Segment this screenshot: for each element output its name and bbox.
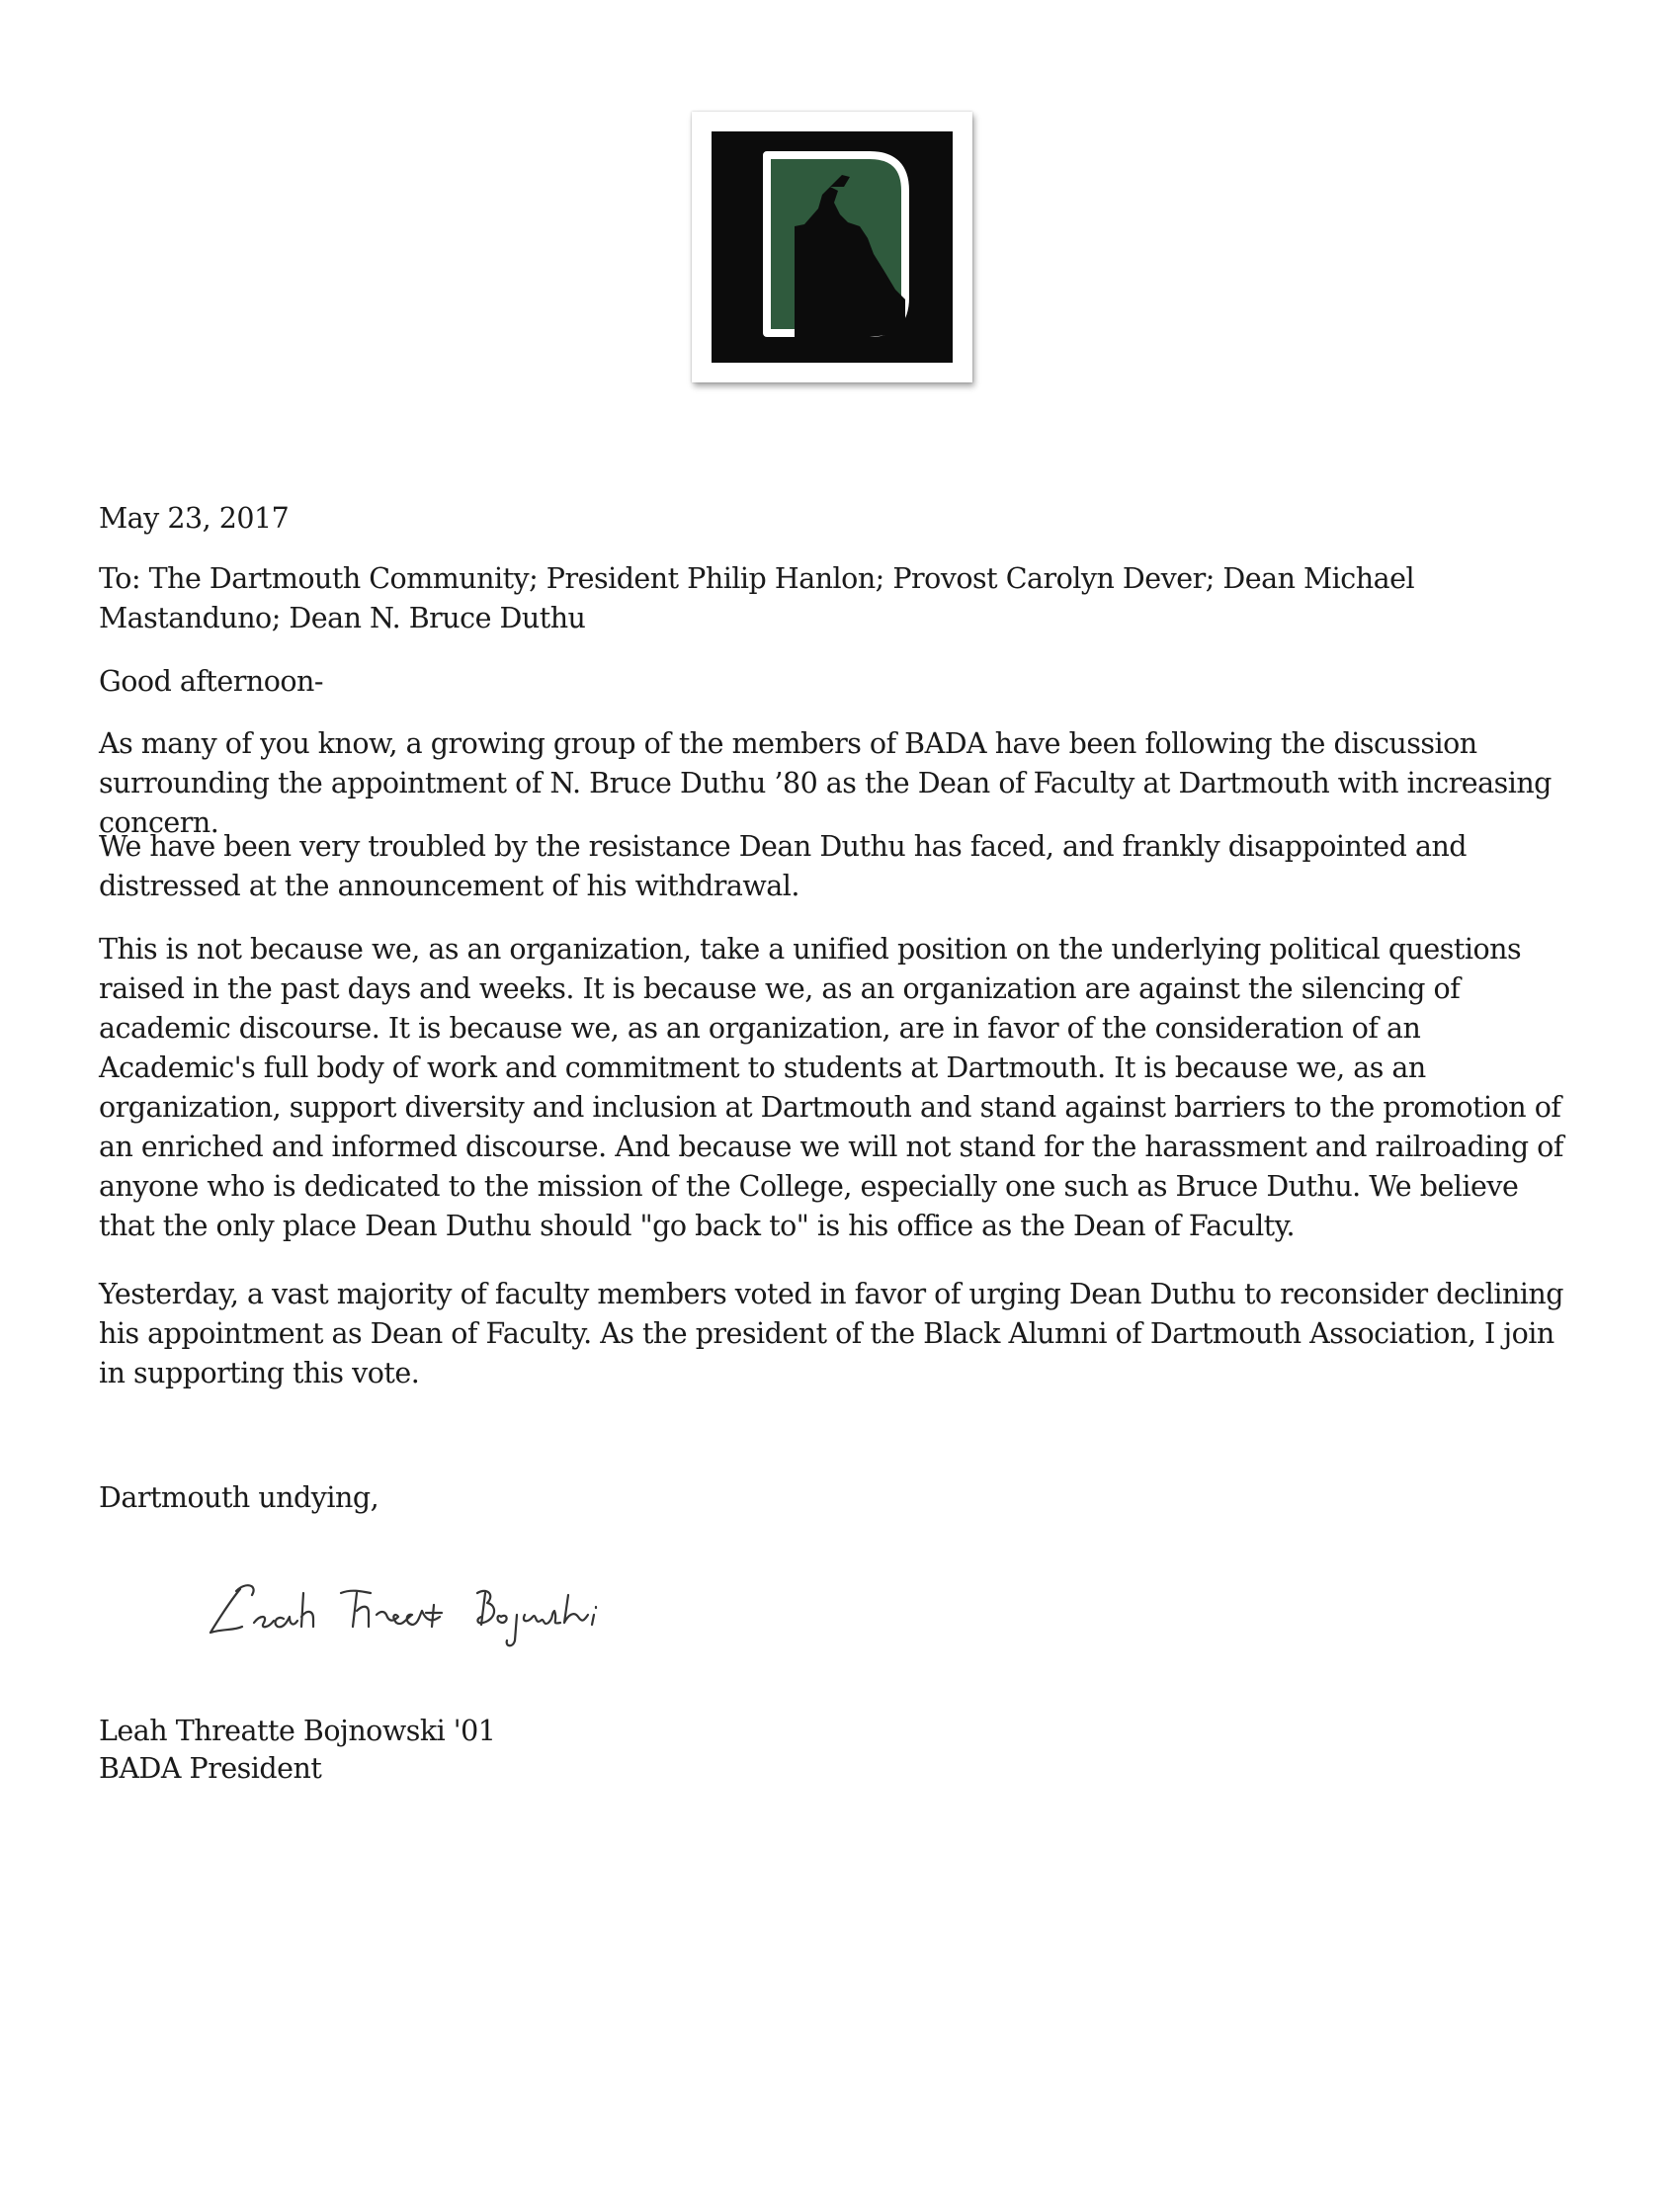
letter-greeting xyxy=(99,662,1581,702)
letter-signer xyxy=(99,1713,1581,1788)
signer-title: BADA President xyxy=(99,1752,322,1785)
signature xyxy=(203,1571,628,1655)
letter-date xyxy=(99,499,1581,539)
signer-name: Leah Threatte Bojnowski '01 xyxy=(99,1715,496,1747)
letter-paragraph-3 xyxy=(99,930,1581,1246)
greeting-text: Good afternoon- xyxy=(99,665,324,698)
paragraph-text: Yesterday, a vast majority of faculty members voted in favor of urging Dean Duthu to reconsider declining his appointment as Dean of Faculty. As the president of the Black Alumni of Dartmouth Association, I join in supporting this vote. xyxy=(99,1278,1564,1389)
paragraph-text: We have been very troubled by the resistance Dean Duthu has faced, and frankly disappointed and distressed at the announcement of his withdrawal. xyxy=(99,830,1468,902)
paragraph-text: As many of you know, a growing group of the members of BADA have been following the discussion surrounding the appointment of N. Bruce Duthu ’80 as the Dean of Faculty at Dartmouth with increasing concern. xyxy=(99,727,1552,839)
letter-recipients xyxy=(99,559,1581,638)
recipients-text: To: The Dartmouth Community; President Philip Hanlon; Provost Carolyn Dever; Dean Michael Mastanduno; Dean N. Bruce Duthu xyxy=(99,562,1415,634)
letter-paragraph-2 xyxy=(99,827,1581,906)
letter-paragraph-1 xyxy=(99,724,1581,843)
date-text: May 23, 2017 xyxy=(99,502,290,535)
letter-closing xyxy=(99,1478,1581,1518)
logo xyxy=(692,112,972,382)
paragraph-text: This is not because we, as an organization, take a unified position on the underlying political questions raised in the past days and weeks. It is because we, as an organization are against the silencing of academic discourse. It is because we, as an organization, are in favor of the consideration of an Academic's full body of work and commitment to students at Dartmouth. It is because we, as an organization, support diversity and inclusion at Dartmouth and stand against barriers to the promotion of an enriched and informed discourse. And because we will not stand for the harassment and railroading of anyone who is dedicated to the mission of the College, especially one such as Bruce Duthu. We believe that the only place Dean Duthu should "go back to" is his office as the Dean of Faculty. xyxy=(99,933,1563,1242)
letter-paragraph-4 xyxy=(99,1275,1581,1393)
dartmouth-d-logo-icon xyxy=(712,131,953,363)
closing-text: Dartmouth undying, xyxy=(99,1481,379,1514)
